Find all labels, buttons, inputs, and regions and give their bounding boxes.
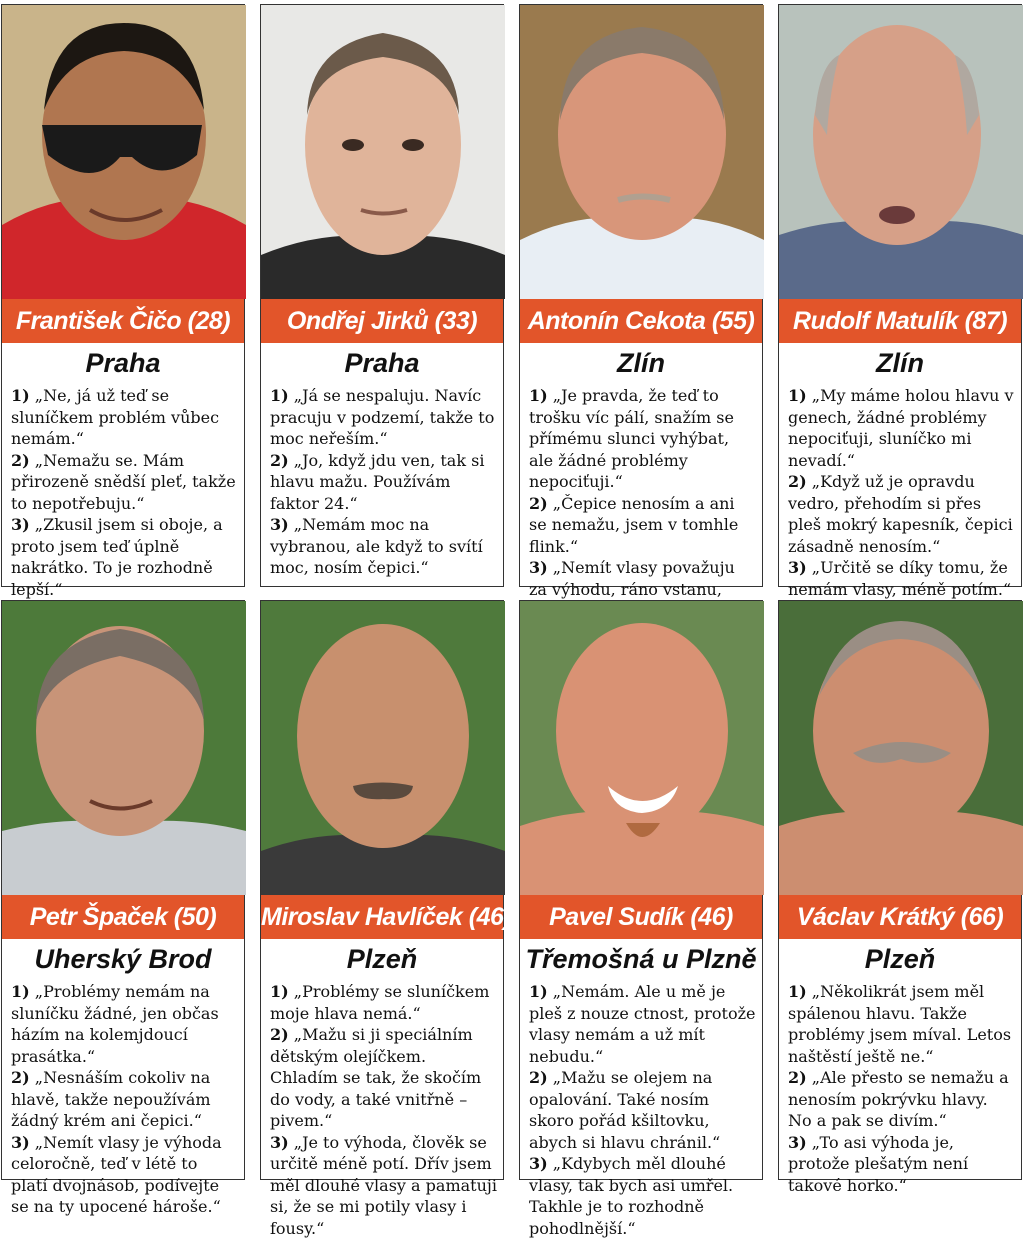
portrait-photo — [520, 5, 762, 299]
person-card — [1, 4, 245, 587]
person-name: Václav Krátký (66) — [779, 895, 1021, 939]
person-card — [778, 600, 1022, 1180]
answers — [270, 981, 497, 1239]
answer-2: 2) „Nemažu se. Mám přirozeně snědší pleť, takže to nepotřebuju.“ — [11, 450, 238, 515]
answer-2: 2) „Nesnáším cokoliv na hlavě, takže nepoužívám žádný krém ani čepici.“ — [11, 1067, 238, 1132]
person-city: Zlín — [520, 343, 762, 383]
answer-1: 1) „My máme holou hlavu v genech, žádné problémy nepociťuji, sluníčko mi nevadí.“ — [788, 385, 1015, 471]
person-card — [260, 600, 504, 1180]
answer-1: 1) „Problémy nemám na sluníčku žádné, jen občas házím na kolemjdoucí prasátka.“ — [11, 981, 238, 1067]
answer-2: 2) „Čepice nenosím a ani se nemažu, jsem v tomhle flink.“ — [529, 493, 756, 558]
answer-3: 3) „Nemít vlasy je výhoda celoročně, teď v létě to platí dvojnásob, podívejte se na ty upocené hároše.“ — [11, 1132, 238, 1218]
portrait-photo — [779, 601, 1021, 895]
answer-1: 1) „Ne, já už teď se sluníčkem problém vůbec nemám.“ — [11, 385, 238, 450]
answer-1: 1) „Několikrát jsem měl spálenou hlavu. Takže problémy jsem míval. Letos naštěstí ještě ne.“ — [788, 981, 1015, 1067]
answer-3: 3) „To asi výhoda je, protože plešatým není takové horko.“ — [788, 1132, 1015, 1197]
portrait-photo — [779, 5, 1021, 299]
person-name: Miroslav Havlíček (46) — [261, 895, 503, 939]
portrait-photo — [520, 601, 762, 895]
answers — [788, 981, 1015, 1196]
person-name: Rudolf Matulík (87) — [779, 299, 1021, 343]
answer-3: 3) „Zkusil jsem si oboje, a proto jsem teď úplně nakrátko. To je rozhodně lepší.“ — [11, 514, 238, 600]
answer-3: 3) „Určitě se díky tomu, že nemám vlasy, méně potím.“ — [788, 557, 1015, 600]
answer-1: 1) „Je pravda, že teď to trošku víc pálí, snažím se přímému slunci vyhýbat, ale žádné problémy nepociťuji.“ — [529, 385, 756, 493]
answer-3: 3) „Kdybych měl dlouhé vlasy, tak bych asi umřel. Takhle je to rozhodně pohodlnější.“ — [529, 1153, 756, 1239]
portrait-photo — [261, 5, 503, 299]
person-name: Antonín Cekota (55) — [520, 299, 762, 343]
person-card — [519, 4, 763, 587]
answer-3: 3) „Je to výhoda, člověk se určitě méně potí. Dřív jsem měl dlouhé vlasy a pamatuji si, že se mi potily vlasy i fousy.“ — [270, 1132, 497, 1239]
person-city: Praha — [261, 343, 503, 383]
answer-1: 1) „Nemám. Ale u mě je pleš z nouze ctnost, protože vlasy nemám a už mít nebudu.“ — [529, 981, 756, 1067]
answers — [270, 385, 497, 579]
person-name: Pavel Sudík (46) — [520, 895, 762, 939]
answer-3: 3) „Nemám moc na vybranou, ale když to svítí moc, nosím čepici.“ — [270, 514, 497, 579]
person-city: Třemošná u Plzně — [520, 939, 762, 979]
portrait-photo — [2, 5, 244, 299]
person-card — [260, 4, 504, 587]
person-city: Uherský Brod — [2, 939, 244, 979]
answers — [11, 385, 238, 600]
person-city: Plzeň — [261, 939, 503, 979]
answers — [11, 981, 238, 1218]
answers — [529, 981, 756, 1239]
answer-2: 2) „Ale přesto se nemažu a nenosím pokrývku hlavy. No a pak se divím.“ — [788, 1067, 1015, 1132]
person-name: František Čičo (28) — [2, 299, 244, 343]
answer-2: 2) „Mažu se olejem na opalování. Také nosím skoro pořád kšiltovku, abych si hlavu chránil.“ — [529, 1067, 756, 1153]
answer-2: 2) „Jo, když jdu ven, tak si hlavu mažu. Používám faktor 24.“ — [270, 450, 497, 515]
person-city: Zlín — [779, 343, 1021, 383]
person-city: Plzeň — [779, 939, 1021, 979]
person-name: Petr Špaček (50) — [2, 895, 244, 939]
answer-1: 1) „Já se nespaluju. Navíc pracuju v podzemí, takže to moc neřeším.“ — [270, 385, 497, 450]
answers — [788, 385, 1015, 600]
person-card — [519, 600, 763, 1180]
answer-2: 2) „Mažu si ji speciálním dětským olejíčkem. Chladím se tak, že skočím do vody, a také vnitřně – pivem.“ — [270, 1024, 497, 1132]
person-name: Ondřej Jirků (33) — [261, 299, 503, 343]
person-card — [1, 600, 245, 1180]
portrait-photo — [261, 601, 503, 895]
person-city: Praha — [2, 343, 244, 383]
answer-1: 1) „Problémy se sluníčkem moje hlava nemá.“ — [270, 981, 497, 1024]
answer-3: 3) „Nemít vlasy považuju za výhodu, ráno vstanu, — [529, 557, 756, 643]
portrait-photo — [2, 601, 244, 895]
answer-2: 2) „Když už je opravdu vedro, přehodím si přes pleš mokrý kapesník, čepici zásadně nenosím.“ — [788, 471, 1015, 557]
person-card — [778, 4, 1022, 587]
